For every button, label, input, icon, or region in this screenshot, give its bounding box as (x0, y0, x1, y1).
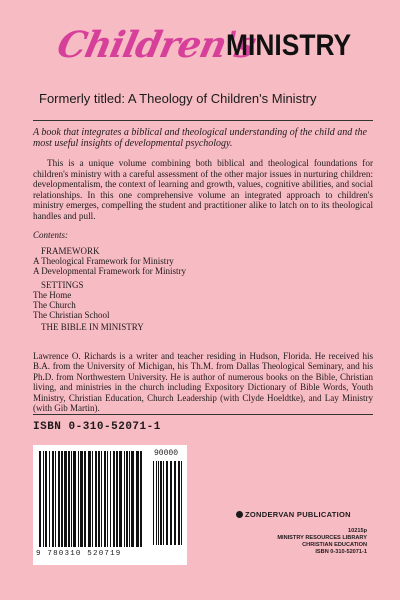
barcode-bar (68, 451, 70, 547)
library-line1: MINISTRY RESOURCES LIBRARY (277, 535, 367, 541)
barcode-bar (95, 451, 97, 547)
contents-section-framework (33, 246, 373, 276)
formerly-titled: Formerly titled: A Theology of Children's Ministry (39, 91, 317, 106)
barcode-bar (116, 451, 118, 547)
barcode-bar (129, 451, 130, 547)
barcode-bar (113, 451, 115, 547)
title-script-word: Children's (53, 24, 260, 66)
barcode-bar (98, 451, 100, 547)
barcode-supplement-bar (160, 461, 162, 545)
barcode-bar (39, 451, 41, 547)
barcode-bar (124, 451, 125, 547)
contents-label: Contents: (33, 230, 68, 240)
contents-section-bible (33, 322, 373, 332)
contents-section-settings (33, 280, 373, 320)
section-item: The Home (33, 290, 72, 300)
library-isbn: ISBN 0-310-52071-1 (315, 549, 367, 555)
barcode-bar (104, 451, 106, 547)
barcode-bar (52, 451, 54, 547)
section-heading: SETTINGS (41, 280, 84, 290)
barcode-bar (126, 451, 128, 547)
barcode-bar (140, 451, 142, 547)
barcode-bar (110, 451, 111, 547)
barcode-bar (73, 451, 76, 547)
barcode-bar (92, 451, 93, 547)
barcode-bar (131, 451, 134, 547)
title-bold-word: MINISTRY (226, 29, 352, 62)
barcode-bar (136, 451, 139, 547)
barcode-bar (88, 451, 91, 547)
barcode-bar (78, 451, 79, 547)
barcode-bar (101, 451, 102, 547)
barcode-bar (58, 451, 60, 547)
barcode-bar (80, 451, 83, 547)
barcode (33, 445, 187, 565)
barcode-supplement-bar (174, 461, 176, 545)
divider-top (33, 120, 373, 121)
library-line2: CHRISTIAN EDUCATION (302, 542, 367, 548)
publisher-line (236, 510, 351, 519)
barcode-bars (33, 445, 187, 565)
section-item: A Developmental Framework for Ministry (33, 266, 186, 276)
divider-bottom (33, 414, 373, 415)
barcode-supplement-bar (166, 461, 168, 545)
book-title (48, 18, 368, 82)
barcode-supplement-bar (181, 461, 182, 545)
barcode-supplement: 90000 (154, 449, 179, 458)
barcode-supplement-bar (153, 461, 154, 545)
barcode-bar (49, 451, 50, 547)
section-heading: FRAMEWORK (41, 246, 100, 256)
library-stamp (277, 528, 367, 556)
barcode-bar (107, 451, 108, 547)
library-code: 10215p (348, 528, 367, 534)
author-bio: Lawrence O. Richards is a writer and teacher residing in Hudson, Florida. He received his B.A. from the University of Michigan, his Th.M. from Dallas Theological Seminary, and his Ph.D. from Northwestern University. He is author of numerous books on the Bible, Christian living, and ministries in the church including Expository Dictionary of Bible Words, Youth Ministry, Christian Education, Church Leadership (with Clyde Hoeldtke), and Lay Ministry (with Gib Martin). (33, 351, 373, 414)
barcode-bar (45, 451, 47, 547)
publisher-name: ZONDERVAN PUBLICATION (245, 510, 351, 519)
section-heading: THE BIBLE IN MINISTRY (41, 322, 144, 332)
section-item: The Church (33, 300, 76, 310)
barcode-bar (84, 451, 86, 547)
barcode-bar (71, 451, 72, 547)
isbn-label: ISBN 0-310-52071-1 (33, 421, 161, 433)
barcode-digits: 9 780310 520719 (36, 550, 122, 558)
barcode-bar (64, 451, 67, 547)
barcode-bar (55, 451, 56, 547)
barcode-supplement-bar (170, 461, 172, 545)
barcode-supplement-bar (158, 461, 159, 545)
barcode-supplement-bar (156, 461, 157, 545)
tagline: A book that integrates a biblical and theological understanding of the child and the most useful insights of developmental psychology. (33, 127, 367, 149)
barcode-bar (43, 451, 44, 547)
section-item: A Theological Framework for Ministry (33, 256, 174, 266)
publisher-logo-icon (236, 511, 243, 518)
section-item: The Christian School (33, 310, 110, 320)
barcode-bar (61, 451, 63, 547)
barcode-supplement-bar (163, 461, 164, 545)
barcode-bar (119, 451, 122, 547)
description-paragraph: This is a unique volume combining both biblical and theological foundations for children's ministry with a careful assessment of the other major issues in nurturing children: developmentalism, the context of learning and growth, values, cognitive abilities, and social relationships. In this one comprehensive volume an integrated approach to children's ministry emerges, compelling the student and practitioner alike to latch on to its theological handles and pull. (33, 158, 373, 221)
barcode-supplement-bar (178, 461, 180, 545)
